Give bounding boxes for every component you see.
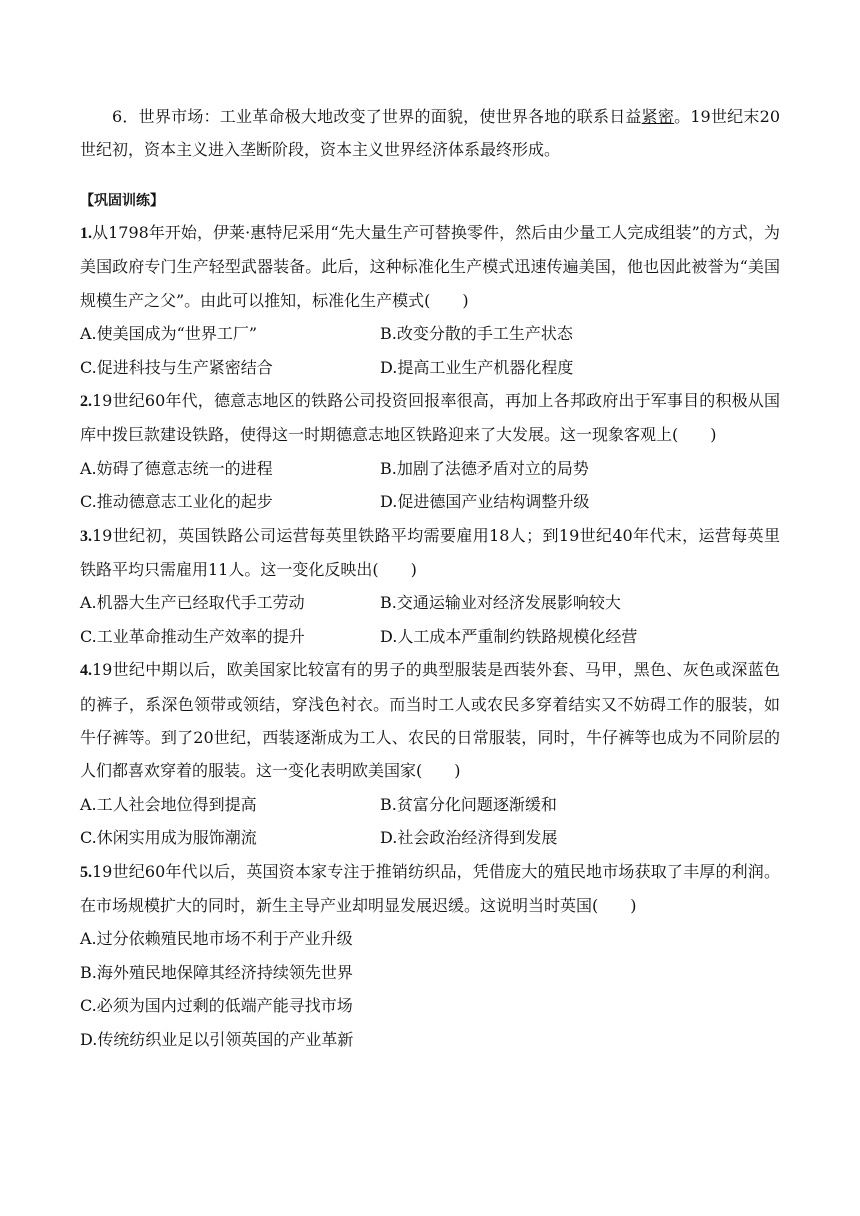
option-row — [80, 317, 780, 350]
section-title: 【巩固训练】 — [80, 193, 164, 209]
option-d: D.社会政治经济得到发展 — [380, 828, 558, 848]
question-text: 19世纪中期以后，欧美国家比较富有的男子的典型服装是西装外套、马甲，黑色、灰色或深蓝色的裤子，系深色领带或领结，穿浅色衬衣。而当时工人或农民多穿着结实又不妨碍工作的服装，如牛仔裤等。到了20世纪，西装逐渐成为工人、农民的日常服装，同时，牛仔裤等也成为不同阶层的人们都喜欢穿着的服装。这一变化表明欧美国家( ) — [80, 660, 780, 781]
option-c: C.推动德意志工业化的起步 — [80, 492, 273, 512]
option-a: A.机器大生产已经取代手工劳动 — [80, 593, 305, 613]
option-d: D.人工成本严重制约铁路规模化经营 — [380, 626, 638, 646]
option-b: B.交通运输业对经济发展影响较大 — [380, 593, 621, 613]
option-row — [80, 586, 780, 619]
option-b: B.海外殖民地保障其经济持续领先世界 — [80, 962, 353, 982]
question-5 — [80, 855, 780, 1056]
question-stem — [80, 519, 780, 587]
question-2 — [80, 384, 780, 519]
question-number: 2. — [80, 393, 92, 410]
question-number: 5. — [80, 863, 92, 881]
option-a: A.工人社会地位得到提高 — [80, 794, 257, 814]
option-a: A.使美国成为“世界工厂” — [80, 324, 258, 344]
intro-paragraph — [80, 100, 780, 166]
option-c: C.休闲实用成为服饰潮流 — [80, 828, 257, 848]
option-row — [80, 351, 780, 384]
question-text: 19世纪初，英国铁路公司运营每英里铁路平均需要雇用18人；到19世纪40年代末，运营每英里铁路平均只需雇用11人。这一变化反映出( ) — [80, 525, 780, 579]
intro-underlined-term: 紧密 — [641, 107, 675, 126]
option-b: B.加剧了法德矛盾对立的局势 — [380, 458, 589, 478]
option-row — [80, 788, 780, 821]
question-number: 3. — [80, 527, 92, 545]
option-row — [80, 620, 780, 653]
question-1 — [80, 216, 780, 384]
option-d: D.传统纺织业足以引领英国的产业革新 — [80, 1029, 354, 1049]
intro-text-end: 。19世纪末20世纪初，资本主义进入垄断阶段，资本主义世界经济体系最终形成。 — [80, 107, 780, 159]
question-stem — [80, 855, 780, 923]
question-stem — [80, 384, 780, 452]
option-b: B.改变分散的手工生产状态 — [380, 324, 573, 344]
question-text: 19世纪60年代，德意志地区的铁路公司投资回报率很高，再加上各邦政府出于军事目的积极从国库中拨巨款建设铁路，使得这一时期德意志地区铁路迎来了大发展。这一现象客观上( ) — [80, 391, 780, 445]
option-b: B.贫富分化问题逐渐缓和 — [380, 794, 557, 814]
option-c: C.促进科技与生产紧密结合 — [80, 357, 273, 377]
option-c: C.必须为国内过剩的低端产能寻找市场 — [80, 996, 353, 1016]
question-number: 1. — [80, 225, 92, 242]
option-a: A.妨碍了德意志统一的进程 — [80, 458, 273, 478]
option-row — [80, 485, 780, 518]
question-list — [80, 216, 780, 1056]
question-number: 4. — [80, 662, 92, 680]
option-d: D.提高工业生产机器化程度 — [380, 357, 574, 377]
option-d: D.促进德国产业结构调整升级 — [380, 492, 590, 512]
option-row — [80, 821, 780, 854]
question-stem — [80, 653, 780, 788]
question-3 — [80, 519, 780, 654]
option-a: A.过分依赖殖民地市场不利于产业升级 — [80, 929, 353, 949]
option-c: C.工业革命推动生产效率的提升 — [80, 626, 305, 646]
question-text: 19世纪60年代以后，英国资本家专注于推销纺织品，凭借庞大的殖民地市场获取了丰厚的利润。在市场规模扩大的同时，新生主导产业却明显发展迟缓。这说明当时英国( ) — [80, 861, 780, 915]
question-stem — [80, 216, 780, 317]
question-4 — [80, 653, 780, 854]
option-row — [80, 452, 780, 485]
intro-text-start: 6．世界市场：工业革命极大地改变了世界的面貌，使世界各地的联系日益 — [112, 107, 642, 126]
question-text: 从1798年开始，伊莱·惠特尼采用“先大量生产可替换零件，然后由少量工人完成组装”的方式，为美国政府专门生产轻型武器装备。此后，这种标准化生产模式迅速传遍美国，他也因此被誉为“美国规模生产之父”。由此可以推知，标准化生产模式( ) — [80, 223, 780, 310]
